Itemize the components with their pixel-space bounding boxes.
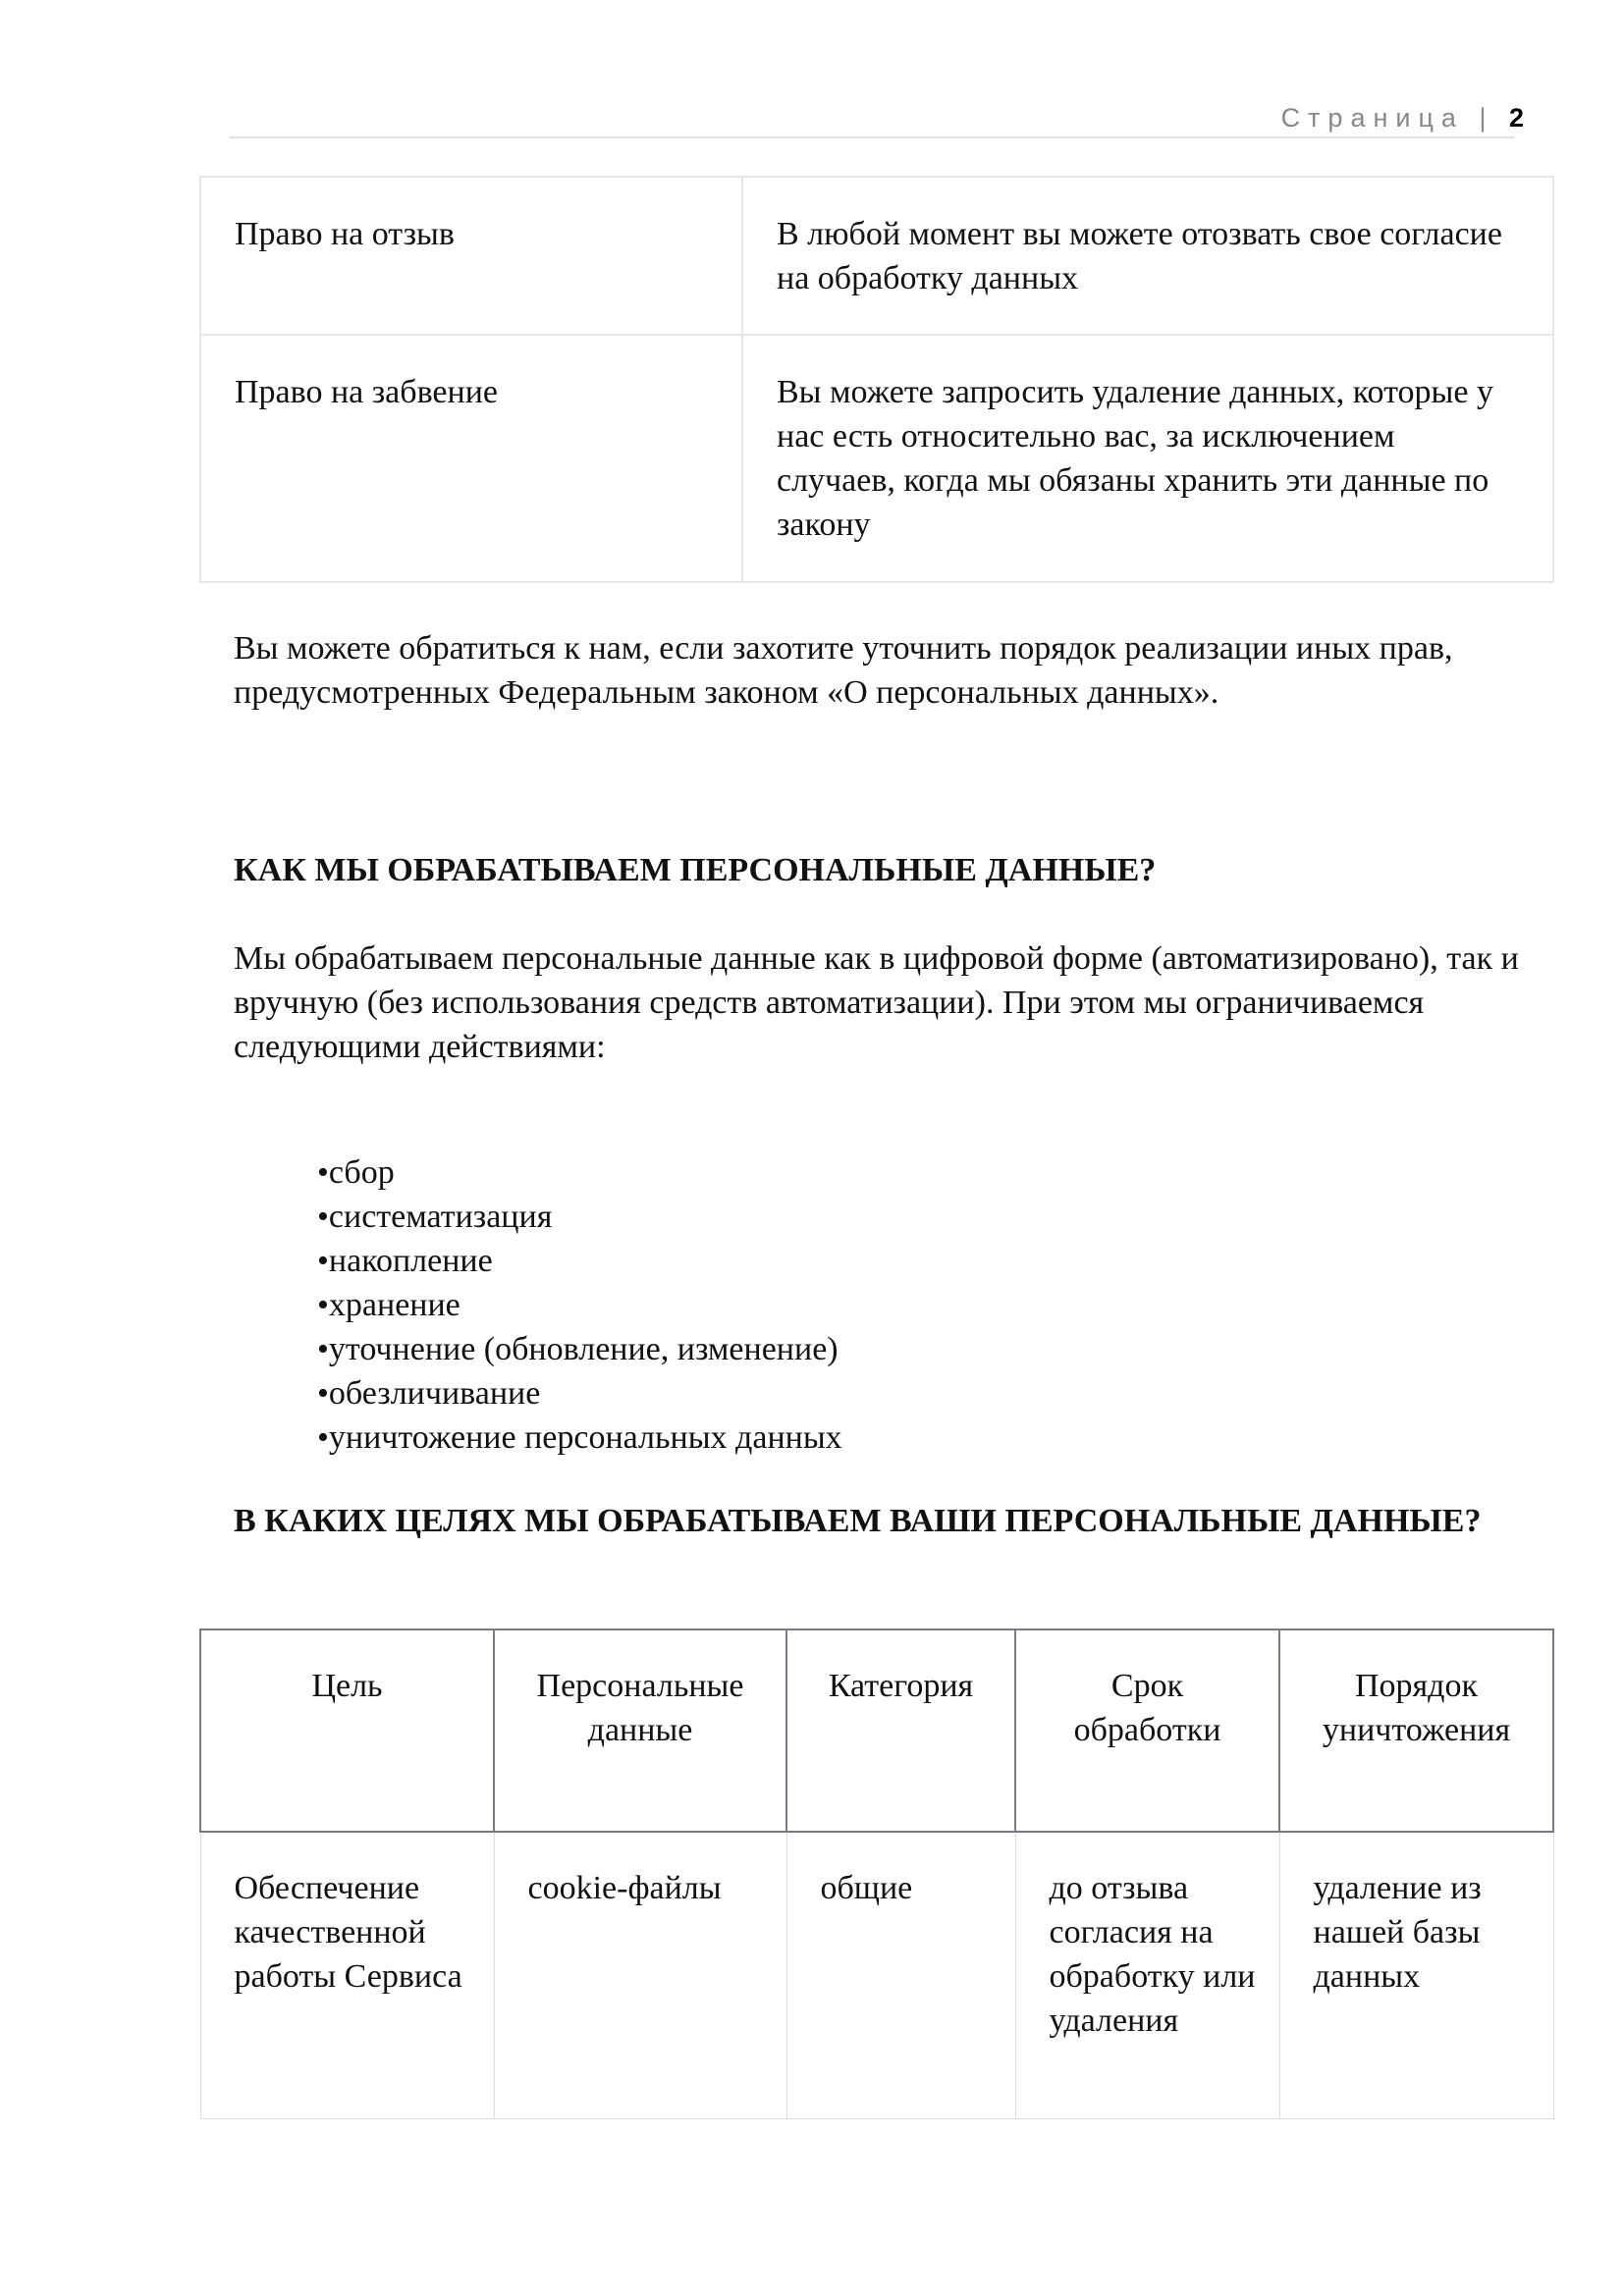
right-name: Право на отзыв bbox=[200, 177, 742, 335]
cell-destruction: удаление из нашей базы данных bbox=[1279, 1832, 1553, 2119]
rights-table bbox=[199, 176, 1554, 583]
column-header: Порядок уничтожения bbox=[1279, 1629, 1553, 1832]
column-header: Персональные данные bbox=[494, 1629, 786, 1832]
column-header: Категория bbox=[786, 1629, 1015, 1832]
list-item: • обезличивание bbox=[317, 1371, 842, 1415]
list-item: • накопление bbox=[317, 1239, 842, 1283]
table-row bbox=[200, 335, 1553, 582]
list-item: • уничтожение персональных данных bbox=[317, 1415, 842, 1460]
cell-term: до отзыва согласия на обработку или удаления bbox=[1015, 1832, 1279, 2119]
list-item: • систематизация bbox=[317, 1195, 842, 1239]
cell-category: общие bbox=[786, 1832, 1015, 2119]
contact-paragraph: Вы можете обратиться к нам, если захотите уточнить порядок реализации иных прав, предусмотренных Федеральным законом «О персональных данных». bbox=[234, 630, 1453, 711]
page-label: Страница bbox=[1280, 103, 1464, 133]
purposes-table bbox=[199, 1629, 1554, 2119]
right-description: Вы можете запросить удаление данных, которые у нас есть относительно вас, за исключением случаев, когда мы обязаны хранить эти данные по закону bbox=[742, 335, 1553, 582]
right-description: В любой момент вы можете отозвать свое согласие на обработку данных bbox=[742, 177, 1553, 335]
column-header: Срок обработки bbox=[1015, 1629, 1279, 1832]
list-item: • уточнение (обновление, изменение) bbox=[317, 1327, 842, 1371]
table-row bbox=[200, 177, 1553, 335]
section-heading: В КАКИХ ЦЕЛЯХ МЫ ОБРАБАТЫВАЕМ ВАШИ ПЕРСОНАЛЬНЫЕ ДАННЫЕ? bbox=[234, 1503, 1482, 1539]
list-item: • хранение bbox=[317, 1283, 842, 1327]
how-paragraph: Мы обрабатываем персональные данные как в цифровой форме (автоматизировано), так и вручную (без использования средств автоматизации). При этом мы ограничиваемся следующими действиями: bbox=[234, 940, 1519, 1065]
section-heading: КАК МЫ ОБРАБАТЫВАЕМ ПЕРСОНАЛЬНЫЕ ДАННЫЕ? bbox=[234, 852, 1157, 888]
column-header: Цель bbox=[200, 1629, 494, 1832]
header-divider bbox=[229, 136, 1515, 138]
table-header-row bbox=[200, 1629, 1553, 1832]
table-row bbox=[200, 1832, 1553, 2119]
right-name: Право на забвение bbox=[200, 335, 742, 582]
actions-list bbox=[317, 1150, 842, 1460]
cell-purpose: Обеспечение качественной работы Сервиса bbox=[200, 1832, 494, 2119]
page-number: 2 bbox=[1508, 103, 1524, 133]
page-header: Страница | 2 bbox=[1280, 103, 1524, 133]
cell-data: cookie-файлы bbox=[494, 1832, 786, 2119]
list-item: • сбор bbox=[317, 1150, 842, 1195]
